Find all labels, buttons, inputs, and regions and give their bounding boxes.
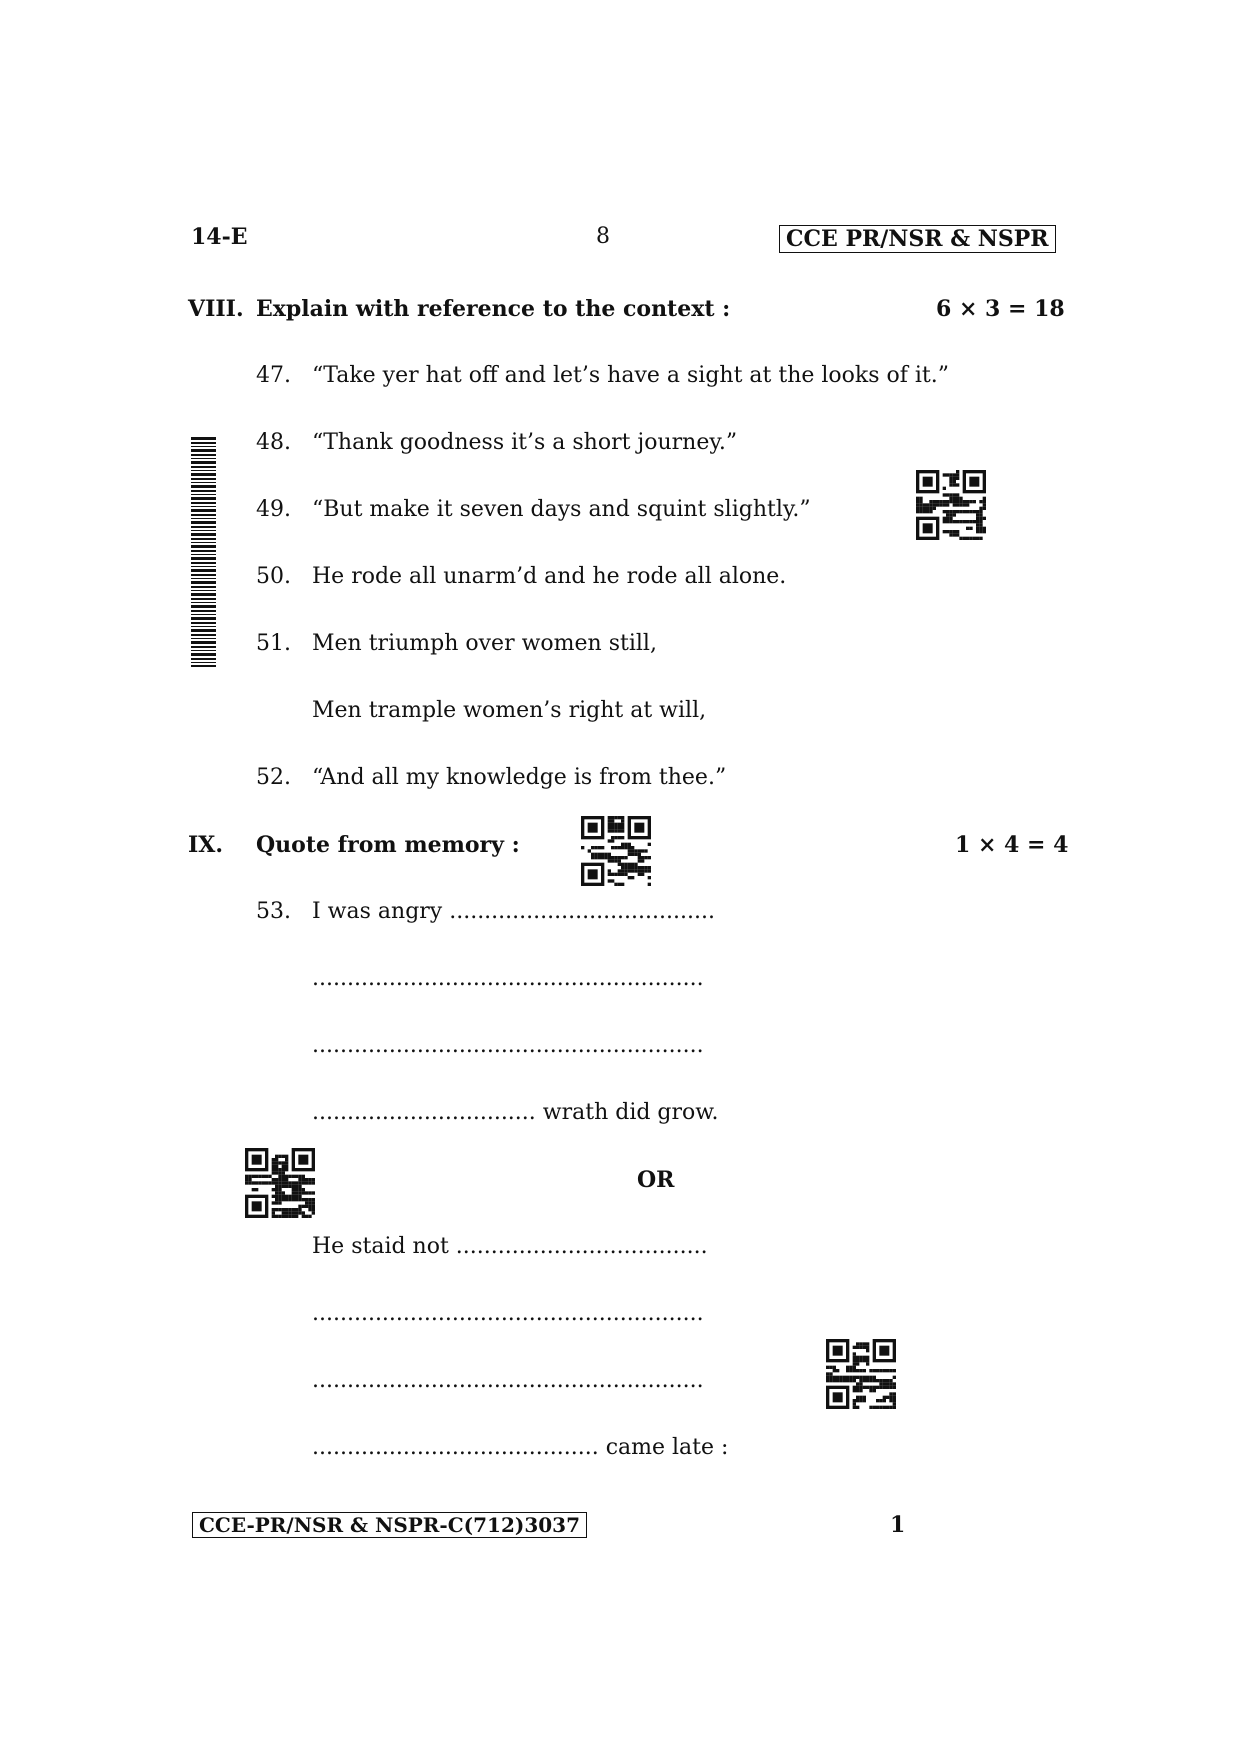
question-47-number: 47.: [256, 363, 291, 388]
section-viii-marks: 6 × 3 = 18: [936, 296, 1065, 322]
qr-code-icon: [245, 1148, 315, 1218]
barcode-icon: [191, 437, 216, 667]
question-49-number: 49.: [256, 497, 291, 522]
qr-code-icon: [826, 1339, 896, 1409]
option1-line3: ........................................................: [312, 1033, 704, 1058]
question-51-text-line1: Men triumph over women still,: [312, 631, 657, 656]
section-viii-title: Explain with reference to the context :: [256, 296, 731, 322]
question-53-number: 53.: [256, 899, 291, 924]
option1-line4: ................................ wrath did grow.: [312, 1100, 719, 1125]
footer-page-number: 1: [890, 1512, 906, 1538]
option2-line1: He staid not ....................................: [312, 1234, 708, 1259]
or-label: OR: [637, 1167, 675, 1193]
section-viii-numeral: VIII.: [188, 296, 244, 322]
paper-code-right: CCE PR/NSR & NSPR: [779, 225, 1056, 253]
paper-code-left: 14-E: [191, 224, 248, 250]
question-51-number: 51.: [256, 631, 291, 656]
option2-line2: ........................................................: [312, 1301, 704, 1326]
page-number: 8: [596, 224, 610, 249]
section-ix-numeral: IX.: [188, 832, 224, 858]
footer-code: CCE-PR/NSR & NSPR-C(712)3037: [192, 1512, 587, 1538]
option2-line4: ......................................... came late :: [312, 1435, 729, 1460]
question-48-text: “Thank goodness it’s a short journey.”: [312, 430, 738, 455]
option1-line2: ........................................................: [312, 966, 704, 991]
qr-code-icon: [916, 470, 986, 540]
question-51-text-line2: Men trample women’s right at will,: [312, 698, 707, 723]
option1-line1: I was angry ......................................: [312, 899, 715, 924]
section-ix-marks: 1 × 4 = 4: [955, 832, 1069, 858]
question-52-text: “And all my knowledge is from thee.”: [312, 765, 727, 790]
question-52-number: 52.: [256, 765, 291, 790]
section-ix-title: Quote from memory :: [256, 832, 520, 858]
question-50-number: 50.: [256, 564, 291, 589]
question-50-text: He rode all unarm’d and he rode all alone.: [312, 564, 787, 589]
option2-line3: ........................................................: [312, 1368, 704, 1393]
qr-code-icon: [581, 816, 651, 886]
question-48-number: 48.: [256, 430, 291, 455]
question-47-text: “Take yer hat off and let’s have a sight at the looks of it.”: [312, 363, 950, 388]
question-49-text: “But make it seven days and squint slightly.”: [312, 497, 811, 522]
